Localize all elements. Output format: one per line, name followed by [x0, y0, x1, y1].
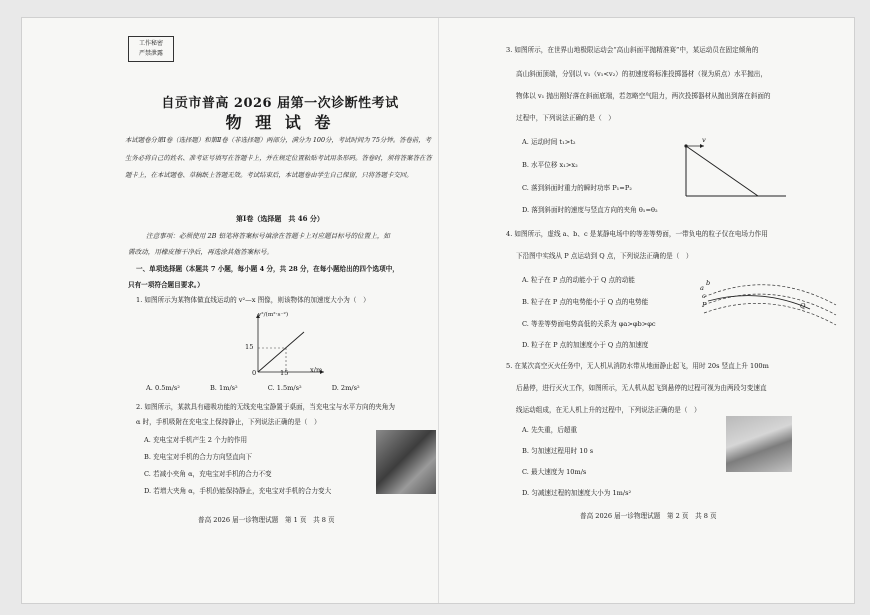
q4-stem-1: 4. 如图所示，虚线 a、b、c 是某静电场中的等差等势面，一带负电的粒子仅在电场力作用 [506, 230, 768, 238]
q5-option-b: B. 匀加速过程用时 10 s [522, 447, 594, 455]
secret-stamp [128, 36, 174, 62]
q4-option-a: A. 粒子在 P 点的动能小于 Q 点的动能 [522, 276, 635, 284]
section-title: 第Ⅰ卷（选择题 共 46 分） [236, 214, 324, 223]
q3-stem-1: 3. 如图所示，在世界山地极限运动会“高山斜面平抛精准赛”中，某运动员在固定倾角的 [506, 46, 759, 54]
q5-stem-1: 5. 在某次高空灭火任务中，无人机从消防水带从地面静止起飞，用时 20s 竖直上升 100m [506, 362, 769, 370]
q1-graph-xlabel: x/m [310, 366, 323, 374]
q5-option-d: D. 匀减速过程的加速度大小为 1m/s² [522, 489, 632, 497]
q2-stem-2: α 时，手机吸附在充电宝上保持静止，下列说法正确的是（ ） [136, 418, 321, 426]
exam-title: 自贡市普高 2026 届第一次诊断性考试 [161, 96, 399, 111]
q1-option-a: A. 0.5m/s² [146, 384, 180, 392]
q4-field-figure [700, 275, 840, 335]
page-fold [438, 18, 439, 603]
secret-line-1: 工作秘密 [138, 40, 163, 47]
q2-option-c: C. 若减小夹角 α，充电宝对手机的合力不变 [144, 470, 272, 478]
page2-footer: 普高 2026 届一诊物理试题 第 2 页 共 8 页 [580, 512, 717, 520]
q3-option-c: C. 落到斜面时重力的瞬时功率 P₁=P₂ [522, 184, 632, 192]
q3-fig-label: v [702, 136, 706, 144]
q3-option-d: D. 落到斜面时的速度与竖直方向的夹角 θ₁=θ₂ [522, 206, 658, 214]
exam-instructions: 本试题卷分第Ⅰ卷（选择题）和第Ⅱ卷（非选择题）两部分，满分为 100分，考试时间为 75分钟。答卷前，考生务必将自己的姓名、准考证号填写在答题卡上，并在规定位置粘贴考试用条形码。答卷时，须将答案答在答题卡上，在本试题卷、草稿纸上答题无效。考试结束后，本试题卷由学生自己保留，只将答题卡交回。 [125, 136, 432, 179]
secret-line-2: 严禁泄露 [138, 50, 163, 57]
q1-graph-y15: 15 [245, 343, 254, 351]
q1-option-c: C. 1.5m/s² [267, 384, 302, 392]
q1-graph-origin: 0 [252, 369, 257, 377]
q1-graph-ylabel: v²/(m²·s⁻²) [258, 312, 289, 318]
q3-slope-figure [680, 140, 790, 200]
q5-stem-3: 线运动组成，在无人机上升的过程中，下列说法正确的是（ ） [516, 406, 701, 414]
q2-option-a: A. 充电宝对手机产生 2 个力的作用 [144, 436, 248, 444]
q5-option-a: A. 先失重，后超重 [522, 426, 578, 434]
q4-label-q: Q [800, 302, 806, 310]
q4-option-b: B. 粒子在 P 点的电势能小于 Q 点的电势能 [522, 298, 649, 306]
q4-option-c: C. 等差等势面电势高低的关系为 φa>φb>φc [522, 320, 656, 328]
q5-option-c: C. 最大速度为 10m/s [522, 468, 587, 476]
q1-option-b: B. 1m/s² [209, 384, 238, 392]
part1-heading-2: 只有一项符合题目要求。） [128, 281, 204, 289]
q3-option-a: A. 运动时间 t₁>t₂ [522, 138, 576, 146]
q1-options [146, 384, 426, 392]
part1-heading-1: 一、单项选择题（本题共 7 小题，每小题 4 分，共 28 分，在每小题给出的四个选项中， [136, 265, 399, 273]
q3-stem-2: 高山斜面顶端，分别以 v₁（v₁<v₂）的初速度将标准投掷器材（视为质点）水平抛出， [516, 70, 767, 78]
q4-label-c: c [702, 292, 706, 300]
q3-stem-3: 物体以 v₁ 抛出刚好落在斜面底端，若忽略空气阻力，两次投掷器材从抛出到落在斜面的 [516, 92, 771, 100]
q1-graph-x15: 15 [280, 369, 289, 377]
q5-stem-2: 后悬停，进行灭火工作，如图所示，无人机从起飞到悬停的过程可视为由两段匀变速直 [516, 384, 767, 392]
q4-label-a: a [700, 284, 704, 292]
notice-line-1: 注意事项：必须使用 2B 铅笔将答案标号填涂在答题卡上对应题目标号的位置上，如 [146, 232, 391, 240]
q2-option-b: B. 充电宝对手机的合力方向竖直向下 [144, 453, 252, 461]
q4-label-b: b [706, 279, 711, 287]
page1-footer: 普高 2026 届一诊物理试题 第 1 页 共 8 页 [198, 516, 335, 524]
q4-option-d: D. 粒子在 P 点的加速度小于 Q 点的加速度 [522, 341, 649, 349]
q3-option-b: B. 水平位移 x₁>x₂ [522, 161, 578, 169]
q5-drone-photo [726, 416, 792, 472]
q1-option-d: D. 2m/s² [331, 384, 360, 392]
q2-stem-1: 2. 如图所示，某款具有磁吸功能的无线充电宝静置于桌面，当充电宝与水平方向的夹角为 [136, 403, 395, 411]
exam-subject: 物 理 试 卷 [225, 113, 335, 132]
q1-stem: 1. 如图所示为某物体做直线运动的 v²—x 图像，则该物体的加速度大小为（ ） [136, 296, 370, 304]
q2-charger-photo [376, 430, 436, 494]
q3-stem-4: 过程中，下列说法正确的是（ ） [516, 114, 615, 122]
q4-label-p: P [702, 301, 707, 309]
q4-stem-2: 下沿图中实线从 P 点运动到 Q 点，下列说法正确的是（ ） [516, 252, 693, 260]
q2-option-d: D. 若增大夹角 α，手机仍能保持静止，充电宝对手机的合力变大 [144, 487, 332, 495]
notice-line-2: 需改动，用橡皮擦干净后，再选涂其他答案标号。 [128, 248, 274, 256]
